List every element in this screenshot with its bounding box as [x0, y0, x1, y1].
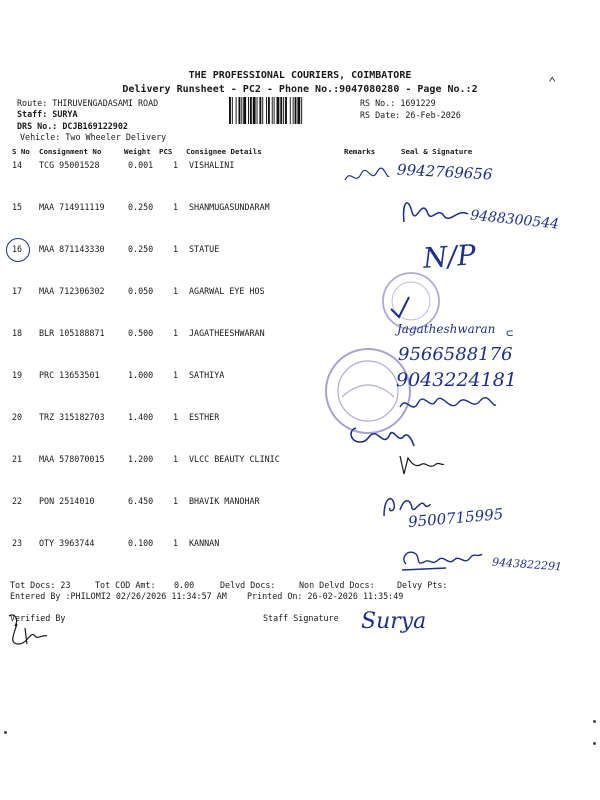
- row-consignment-no: TRZ 315182703: [39, 412, 105, 422]
- row15-signature: [398, 192, 472, 232]
- total-cod-label: Tot COD Amt:: [95, 580, 156, 590]
- barcode-bar: [297, 97, 300, 124]
- barcode-bar: [257, 97, 258, 124]
- row-pcs: 1: [173, 496, 179, 506]
- col-consignment: Consignment No: [39, 147, 102, 156]
- barcode-bar: [268, 97, 270, 124]
- barcode-bar: [236, 97, 237, 124]
- row-pcs: 1: [173, 412, 179, 422]
- row-consignment-no: MAA 712306302: [39, 286, 105, 296]
- row-consignment-no: TCG 95001528: [39, 160, 100, 170]
- barcode-bar: [241, 97, 242, 124]
- barcode-bar: [229, 97, 231, 124]
- barcode-bar: [250, 97, 252, 124]
- staff-label: Staff: SURYA: [17, 109, 78, 119]
- printed-on: Printed On: 26-02-2026 11:35:49: [247, 591, 404, 601]
- row14-handwritten-phone: 9942769656: [396, 160, 493, 184]
- col-consignee: Consignee Details: [186, 147, 262, 156]
- row-consignment-no: MAA 578070015: [39, 454, 105, 464]
- row-sno: 19: [12, 370, 23, 380]
- row-pcs: 1: [173, 202, 179, 212]
- row-consignee: AGARWAL EYE HOS: [189, 286, 265, 296]
- barcode-bar: [259, 97, 261, 124]
- delivery-points: Delvy Pts:: [397, 580, 448, 590]
- row-consignment-no: PON 2514010: [39, 496, 95, 506]
- barcode-bar: [262, 97, 263, 124]
- row-consignee: VISHALINI: [189, 160, 235, 170]
- row-weight: 1.000: [128, 370, 154, 380]
- staff-signature: Surya: [361, 609, 427, 634]
- barcode-bar: [283, 97, 284, 124]
- row-sno: 22: [12, 496, 23, 506]
- row22-handwritten-phone: 9500715995: [407, 504, 505, 532]
- barcode-bar: [290, 97, 291, 124]
- sno-circle-mark: [6, 238, 30, 262]
- barcode-bar: [285, 97, 287, 124]
- row-weight: 0.100: [128, 538, 154, 548]
- drs-label: DRS No.: DCJB169122902: [17, 121, 128, 131]
- row-weight: 1.200: [128, 454, 154, 464]
- col-remarks: Remarks: [344, 147, 376, 156]
- barcode-bar: [293, 97, 294, 124]
- col-pcs: PCS: [159, 147, 173, 156]
- row-pcs: 1: [173, 538, 179, 548]
- non-delivered-docs: Non Delvd Docs:: [299, 580, 375, 590]
- total-docs: Tot Docs: 23: [10, 580, 71, 590]
- row-weight: 0.250: [128, 202, 154, 212]
- row-consignee: KANNAN: [189, 538, 220, 548]
- row-pcs: 1: [173, 244, 179, 254]
- barcode-bar: [253, 97, 256, 124]
- row-consignment-no: BLR 105188871: [39, 328, 105, 338]
- row14-signature-scribble: [343, 166, 391, 188]
- barcode-bar: [248, 97, 249, 124]
- barcode-bar: [301, 97, 302, 124]
- col-weight: Weight: [124, 147, 151, 156]
- row-consignee: JAGATHEESHWARAN: [189, 328, 265, 338]
- row-sno: 16: [12, 244, 23, 254]
- col-sno: S No: [12, 147, 30, 156]
- total-cod-value: 0.00: [174, 580, 195, 590]
- row-sno: 14: [12, 160, 23, 170]
- row19-signature: [398, 393, 498, 415]
- row23-signature: [398, 544, 484, 574]
- edge-dot: [593, 742, 596, 745]
- row-weight: 1.400: [128, 412, 154, 422]
- row-consignee: ESTHER: [189, 412, 220, 422]
- barcode-bar: [239, 97, 241, 124]
- row-consignee: SATHIYA: [189, 370, 225, 380]
- row-pcs: 1: [173, 370, 179, 380]
- rs-number: RS No.: 1691229: [360, 98, 436, 108]
- row-consignee: SHANMUGASUNDARAM: [189, 202, 270, 212]
- barcode: [229, 97, 357, 124]
- row-consignment-no: OTY 3963744: [39, 538, 95, 548]
- corner-tick-mark: ⌃: [548, 75, 557, 91]
- rs-date: RS Date: 26-Feb-2026: [360, 110, 461, 120]
- row-sno: 21: [12, 454, 23, 464]
- edge-dot: [593, 720, 596, 723]
- row16-np-note: N/P: [421, 238, 477, 275]
- entered-by: Entered By :PHILOMI2 02/26/2026 11:34:57 AM: [10, 591, 227, 601]
- row-pcs: 1: [173, 328, 179, 338]
- row20-signature: [346, 420, 416, 454]
- row-sno: 15: [12, 202, 23, 212]
- company-title: THE PROFESSIONAL COURIERS, COIMBATORE: [188, 70, 412, 81]
- row-pcs: 1: [173, 454, 179, 464]
- row-sno: 17: [12, 286, 23, 296]
- edge-dot: [4, 731, 7, 734]
- row-weight: 0.500: [128, 328, 154, 338]
- row18-circle-symbol: ⊂: [506, 326, 514, 340]
- row-consignee: STATUE: [189, 244, 220, 254]
- row-weight: 0.250: [128, 244, 154, 254]
- row-consignment-no: MAA 714911119: [39, 202, 105, 212]
- row-weight: 0.001: [128, 160, 154, 170]
- row23-handwritten-phone: 9443822291: [491, 555, 563, 574]
- delivered-docs: Delvd Docs:: [220, 580, 276, 590]
- barcode-bar: [274, 97, 275, 124]
- vehicle-label: Vehicle: Two Wheeler Delivery: [20, 132, 167, 142]
- barcode-bar: [277, 97, 280, 124]
- barcode-bar: [295, 97, 297, 124]
- barcode-bar: [266, 97, 267, 124]
- verifier-signature: [5, 610, 51, 650]
- row-consignee: BHAVIK MANOHAR: [189, 496, 260, 506]
- runsheet-subtitle: Delivery Runsheet - PC2 - Phone No.:9047080280 - Page No.:2: [122, 84, 478, 95]
- barcode-bar: [280, 97, 282, 124]
- row21-signature: [396, 452, 446, 478]
- staff-signature-label: Staff Signature: [263, 613, 339, 623]
- row-consignee: VLCC BEAUTY CLINIC: [189, 454, 280, 464]
- row-weight: 6.450: [128, 496, 154, 506]
- row-consignment-no: PRC 13653501: [39, 370, 100, 380]
- row-pcs: 1: [173, 160, 179, 170]
- barcode-bar: [232, 97, 233, 124]
- row-sno: 23: [12, 538, 23, 548]
- row19-handwritten-phone: 9043224181: [396, 369, 517, 391]
- row-sno: 18: [12, 328, 23, 338]
- row17-tick-mark: [385, 293, 415, 323]
- row18-handwritten-name: Jagatheshwaran: [397, 322, 496, 336]
- row-weight: 0.050: [128, 286, 154, 296]
- barcode-bar: [272, 97, 273, 124]
- row-consignment-no: MAA 871143330: [39, 244, 105, 254]
- row-sno: 20: [12, 412, 23, 422]
- row-pcs: 1: [173, 286, 179, 296]
- verified-by-label: Verified By: [10, 613, 66, 623]
- row18-handwritten-phone: 9566588176: [398, 344, 513, 365]
- col-seal-signature: Seal & Signature: [401, 147, 473, 156]
- barcode-bar: [243, 97, 246, 124]
- route-label: Route: THIRUVENGADASAMI ROAD: [17, 98, 159, 108]
- row15-handwritten-phone: 9488300544: [469, 207, 560, 233]
